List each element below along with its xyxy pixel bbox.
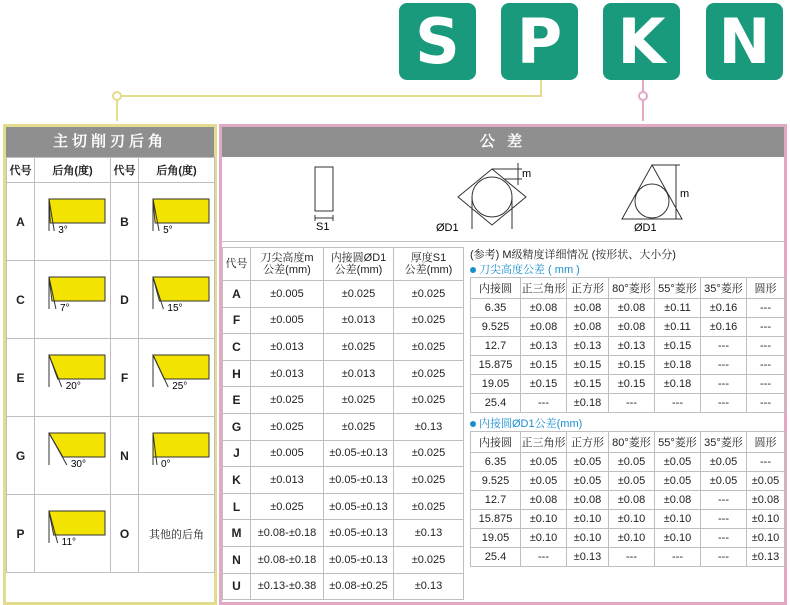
tolerance-code: E <box>223 387 251 414</box>
ref-cell: ±0.05 <box>609 453 655 472</box>
ref-cell: ±0.08 <box>609 318 655 337</box>
letter-s: S <box>399 3 476 80</box>
relief-code: A <box>7 183 35 261</box>
bullet-icon <box>470 267 476 273</box>
insert-profile-icon <box>35 495 111 572</box>
table-row <box>471 491 785 510</box>
tolerance-code: N <box>223 546 251 573</box>
ref-cell: ±0.15 <box>567 356 609 375</box>
table-row <box>471 453 785 472</box>
relief-code: D <box>111 261 139 339</box>
tolerance-value: ±0.08-±0.25 <box>324 573 394 600</box>
tolerance-table <box>222 247 464 600</box>
ref-cell: ±0.10 <box>747 529 785 548</box>
col-angle-1: 后角(度) <box>35 158 111 183</box>
ref-cell: --- <box>701 394 747 413</box>
letter-p: P <box>501 3 578 80</box>
tolerance-value: ±0.13 <box>394 573 464 600</box>
relief-angle-label: 5° <box>163 225 173 236</box>
relief-code: O <box>111 495 139 573</box>
tolerance-value: ±0.025 <box>394 467 464 494</box>
ref-cell: ±0.15 <box>609 356 655 375</box>
relief-code: B <box>111 183 139 261</box>
ref-cell: ±0.05 <box>521 472 567 491</box>
tolerance-code: F <box>223 307 251 334</box>
tolerance-code: U <box>223 573 251 600</box>
ref-header: 内接圆 <box>471 278 521 299</box>
ref-cell: --- <box>747 394 785 413</box>
tolerance-value: ±0.05-±0.13 <box>324 493 394 520</box>
insert-profile-icon <box>139 261 215 338</box>
ref-cell: ±0.13 <box>521 337 567 356</box>
ref-header: 正方形 <box>567 432 609 453</box>
ref-header: 35°菱形 <box>701 432 747 453</box>
ref-cell: ±0.18 <box>567 394 609 413</box>
table-row <box>471 375 785 394</box>
ref-cell: ±0.10 <box>609 510 655 529</box>
col-code-2: 代号 <box>111 158 139 183</box>
ref-cell: --- <box>609 394 655 413</box>
relief-angle-text: 其他的后角 <box>149 528 204 541</box>
ref-cell: 15.875 <box>471 510 521 529</box>
ref-cell: 25.4 <box>471 548 521 567</box>
ref-cell: ±0.11 <box>655 318 701 337</box>
relief-code: G <box>7 417 35 495</box>
tolerance-value: ±0.08-±0.18 <box>251 520 324 547</box>
label-d1-square: ØD1 <box>436 222 459 234</box>
table-row <box>223 440 464 467</box>
col-code: 代号 <box>223 248 251 281</box>
ref-cell: ±0.05 <box>655 472 701 491</box>
ref-cell: ±0.10 <box>609 529 655 548</box>
tolerance-value: ±0.025 <box>394 360 464 387</box>
table-row <box>223 413 464 440</box>
tolerance-value: ±0.05-±0.13 <box>324 520 394 547</box>
ref-cell: --- <box>701 548 747 567</box>
relief-angle-table <box>6 157 215 573</box>
reference-section <box>470 247 784 567</box>
shape-svg <box>222 157 784 241</box>
tolerance-value: ±0.013 <box>324 307 394 334</box>
ref-cell: ±0.08 <box>655 491 701 510</box>
tolerance-value: ±0.025 <box>394 281 464 308</box>
relief-code: E <box>7 339 35 417</box>
table-row <box>471 394 785 413</box>
ref-cell: --- <box>747 375 785 394</box>
ref-cell: 19.05 <box>471 375 521 394</box>
tip-subtitle-text: 刀尖高度公差 ( mm ) <box>479 264 580 276</box>
ref-cell: --- <box>747 453 785 472</box>
tolerance-panel <box>219 124 787 605</box>
insert-profile-icon <box>139 339 215 416</box>
d1-subtitle <box>470 417 784 431</box>
ref-cell: ±0.08 <box>567 318 609 337</box>
table-row <box>471 472 785 491</box>
tolerance-value: ±0.005 <box>251 307 324 334</box>
ref-cell: ±0.10 <box>655 510 701 529</box>
tolerance-code: H <box>223 360 251 387</box>
ref-cell: --- <box>701 337 747 356</box>
ref-cell: 12.7 <box>471 337 521 356</box>
bullet-icon <box>470 421 476 427</box>
relief-angle-label: 7° <box>59 303 70 314</box>
ref-cell: ±0.05 <box>567 453 609 472</box>
relief-code: N <box>111 417 139 495</box>
tolerance-value: ±0.025 <box>394 546 464 573</box>
table-row <box>223 573 464 600</box>
tolerance-value: ±0.13 <box>394 520 464 547</box>
ref-cell: ±0.13 <box>609 337 655 356</box>
ref-cell: ±0.10 <box>521 510 567 529</box>
ref-cell: --- <box>701 529 747 548</box>
tolerance-value: ±0.05-±0.13 <box>324 467 394 494</box>
tolerance-code: C <box>223 334 251 361</box>
ref-cell: --- <box>747 356 785 375</box>
relief-angle-cell <box>139 183 215 261</box>
tolerance-value: ±0.013 <box>251 467 324 494</box>
tolerance-title: 公 差 <box>222 127 784 157</box>
ref-cell: 15.875 <box>471 356 521 375</box>
relief-angle-cell <box>35 261 111 339</box>
relief-angle-label: 0° <box>161 459 171 470</box>
tolerance-code: K <box>223 467 251 494</box>
tolerance-code: L <box>223 493 251 520</box>
table-row <box>223 334 464 361</box>
tolerance-value: ±0.025 <box>251 387 324 414</box>
ref-header: 圆形 <box>747 278 785 299</box>
ref-cell: ±0.10 <box>747 510 785 529</box>
ref-cell: ±0.13 <box>747 548 785 567</box>
ref-cell: 9.525 <box>471 318 521 337</box>
ref-cell: 19.05 <box>471 529 521 548</box>
table-row <box>471 529 785 548</box>
letter-k: K <box>603 3 680 80</box>
relief-angle-cell <box>35 339 111 417</box>
insert-profile-icon <box>35 183 111 260</box>
d1-subtitle-text: 内接圆ØD1公差(mm) <box>479 418 583 430</box>
tolerance-value: ±0.025 <box>394 493 464 520</box>
ref-cell: ±0.05 <box>521 453 567 472</box>
ref-cell: ±0.05 <box>747 472 785 491</box>
ref-cell: --- <box>747 337 785 356</box>
ref-header: 圆形 <box>747 432 785 453</box>
insert-profile-icon <box>139 183 215 260</box>
relief-angle-label: 20° <box>65 381 81 392</box>
ref-cell: ±0.13 <box>567 548 609 567</box>
ref-cell: ±0.18 <box>655 356 701 375</box>
ref-cell: ±0.13 <box>567 337 609 356</box>
ref-cell: ±0.10 <box>655 529 701 548</box>
ref-cell: ±0.08 <box>567 299 609 318</box>
ref-cell: 12.7 <box>471 491 521 510</box>
ref-cell: ±0.05 <box>609 472 655 491</box>
ref-cell: ±0.05 <box>655 453 701 472</box>
ref-header: 55°菱形 <box>655 432 701 453</box>
ref-cell: ±0.08 <box>609 491 655 510</box>
tolerance-value: ±0.025 <box>394 387 464 414</box>
table-row <box>223 467 464 494</box>
reference-title: (参考) M级精度详细情况 (按形状、大小分) <box>470 249 676 261</box>
tolerance-code: A <box>223 281 251 308</box>
ref-cell: ±0.08 <box>567 491 609 510</box>
table-row <box>223 307 464 334</box>
relief-code: F <box>111 339 139 417</box>
ref-cell: ±0.10 <box>521 529 567 548</box>
table-row <box>471 318 785 337</box>
table-row <box>223 520 464 547</box>
relief-angle-cell <box>35 495 111 573</box>
ref-header: 55°菱形 <box>655 278 701 299</box>
ref-cell: ±0.08 <box>747 491 785 510</box>
ref-cell: ±0.15 <box>655 337 701 356</box>
tolerance-value: ±0.025 <box>324 281 394 308</box>
table-row <box>223 281 464 308</box>
relief-angle-title: 主切削刃后角 <box>6 127 214 157</box>
tolerance-value: ±0.05-±0.13 <box>324 440 394 467</box>
ref-cell: ±0.05 <box>701 472 747 491</box>
relief-angle-cell <box>139 261 215 339</box>
ref-cell: --- <box>747 318 785 337</box>
letter-n: N <box>706 3 783 80</box>
tolerance-value: ±0.025 <box>251 493 324 520</box>
ref-cell: --- <box>609 548 655 567</box>
ref-header: 正三角形 <box>521 432 567 453</box>
ref-cell: --- <box>747 299 785 318</box>
table-row <box>223 546 464 573</box>
label-d1-triangle: ØD1 <box>634 222 657 234</box>
ref-header: 35°菱形 <box>701 278 747 299</box>
table-row <box>223 493 464 520</box>
ref-header: 正方形 <box>567 278 609 299</box>
ref-cell: --- <box>655 548 701 567</box>
tolerance-value: ±0.025 <box>324 334 394 361</box>
ref-cell: --- <box>655 394 701 413</box>
tolerance-value: ±0.025 <box>394 307 464 334</box>
tolerance-value: ±0.025 <box>394 334 464 361</box>
ref-cell: ±0.08 <box>521 299 567 318</box>
ref-cell: ±0.11 <box>655 299 701 318</box>
table-row <box>471 299 785 318</box>
ref-cell: ±0.15 <box>521 356 567 375</box>
tolerance-value: ±0.005 <box>251 440 324 467</box>
ref-cell: 6.35 <box>471 299 521 318</box>
tolerance-value: ±0.13 <box>394 413 464 440</box>
label-m-square: m <box>522 168 532 180</box>
d1-tolerance-table <box>470 431 785 567</box>
relief-angle-label: 3° <box>58 225 68 236</box>
col-tip-height: 刀尖高度m 公差(mm) <box>251 248 324 281</box>
ref-cell: ±0.18 <box>655 375 701 394</box>
ref-cell: --- <box>701 356 747 375</box>
relief-angle-cell <box>35 417 111 495</box>
ref-cell: ±0.16 <box>701 299 747 318</box>
relief-angle-cell <box>35 183 111 261</box>
tolerance-value: ±0.08-±0.18 <box>251 546 324 573</box>
connector-lines <box>0 0 790 130</box>
ref-cell: ±0.15 <box>609 375 655 394</box>
ref-cell: ±0.08 <box>609 299 655 318</box>
label-m-triangle: m <box>680 188 690 200</box>
relief-angle-label: 11° <box>61 537 77 548</box>
tolerance-value: ±0.013 <box>324 360 394 387</box>
relief-angle-panel <box>3 124 217 605</box>
ref-cell: ±0.15 <box>567 375 609 394</box>
tolerance-value: ±0.013 <box>251 334 324 361</box>
ref-cell: --- <box>521 394 567 413</box>
insert-profile-icon <box>35 339 111 416</box>
tolerance-value: ±0.025 <box>251 413 324 440</box>
relief-code: P <box>7 495 35 573</box>
table-row <box>471 510 785 529</box>
table-row <box>471 337 785 356</box>
col-thickness: 厚度S1 公差(mm) <box>394 248 464 281</box>
tolerance-value: ±0.013 <box>251 360 324 387</box>
tip-subtitle <box>470 263 784 277</box>
ref-cell: ±0.10 <box>567 510 609 529</box>
tolerance-code: G <box>223 413 251 440</box>
ref-cell: 9.525 <box>471 472 521 491</box>
relief-angle-label: 25° <box>172 381 188 392</box>
ref-header: 内接圆 <box>471 432 521 453</box>
ref-cell: --- <box>701 491 747 510</box>
insert-profile-icon <box>139 417 215 494</box>
tolerance-value: ±0.025 <box>394 440 464 467</box>
tolerance-value: ±0.13-±0.38 <box>251 573 324 600</box>
tolerance-value: ±0.025 <box>324 387 394 414</box>
ref-cell: ±0.05 <box>701 453 747 472</box>
tip-tolerance-table <box>470 277 785 413</box>
ref-header: 80°菱形 <box>609 278 655 299</box>
tolerance-code: J <box>223 440 251 467</box>
relief-angle-cell <box>139 417 215 495</box>
relief-angle-cell <box>139 339 215 417</box>
table-row <box>471 356 785 375</box>
tolerance-value: ±0.05-±0.13 <box>324 546 394 573</box>
relief-angle-label: 15° <box>167 303 183 314</box>
col-code-1: 代号 <box>7 158 35 183</box>
ref-cell: ±0.05 <box>567 472 609 491</box>
col-inscribed: 内接圆ØD1 公差(mm) <box>324 248 394 281</box>
ref-cell: ±0.10 <box>567 529 609 548</box>
ref-header: 80°菱形 <box>609 432 655 453</box>
table-row <box>223 387 464 414</box>
ref-cell: --- <box>701 510 747 529</box>
label-s1: S1 <box>316 221 330 233</box>
tolerance-value: ±0.025 <box>324 413 394 440</box>
col-angle-2: 后角(度) <box>139 158 215 183</box>
insert-profile-icon <box>35 417 111 494</box>
table-row <box>471 548 785 567</box>
ref-header: 正三角形 <box>521 278 567 299</box>
tolerance-value: ±0.005 <box>251 281 324 308</box>
relief-angle-label: 30° <box>70 459 86 470</box>
insert-profile-icon <box>35 261 111 338</box>
shape-diagrams <box>222 157 784 242</box>
ref-cell: --- <box>521 548 567 567</box>
tolerance-code: M <box>223 520 251 547</box>
ref-cell: --- <box>701 375 747 394</box>
relief-code: C <box>7 261 35 339</box>
relief-angle-cell <box>139 495 215 573</box>
ref-cell: ±0.08 <box>521 491 567 510</box>
ref-cell: 6.35 <box>471 453 521 472</box>
ref-cell: 25.4 <box>471 394 521 413</box>
ref-cell: ±0.16 <box>701 318 747 337</box>
table-row <box>223 360 464 387</box>
ref-cell: ±0.15 <box>521 375 567 394</box>
ref-cell: ±0.08 <box>521 318 567 337</box>
